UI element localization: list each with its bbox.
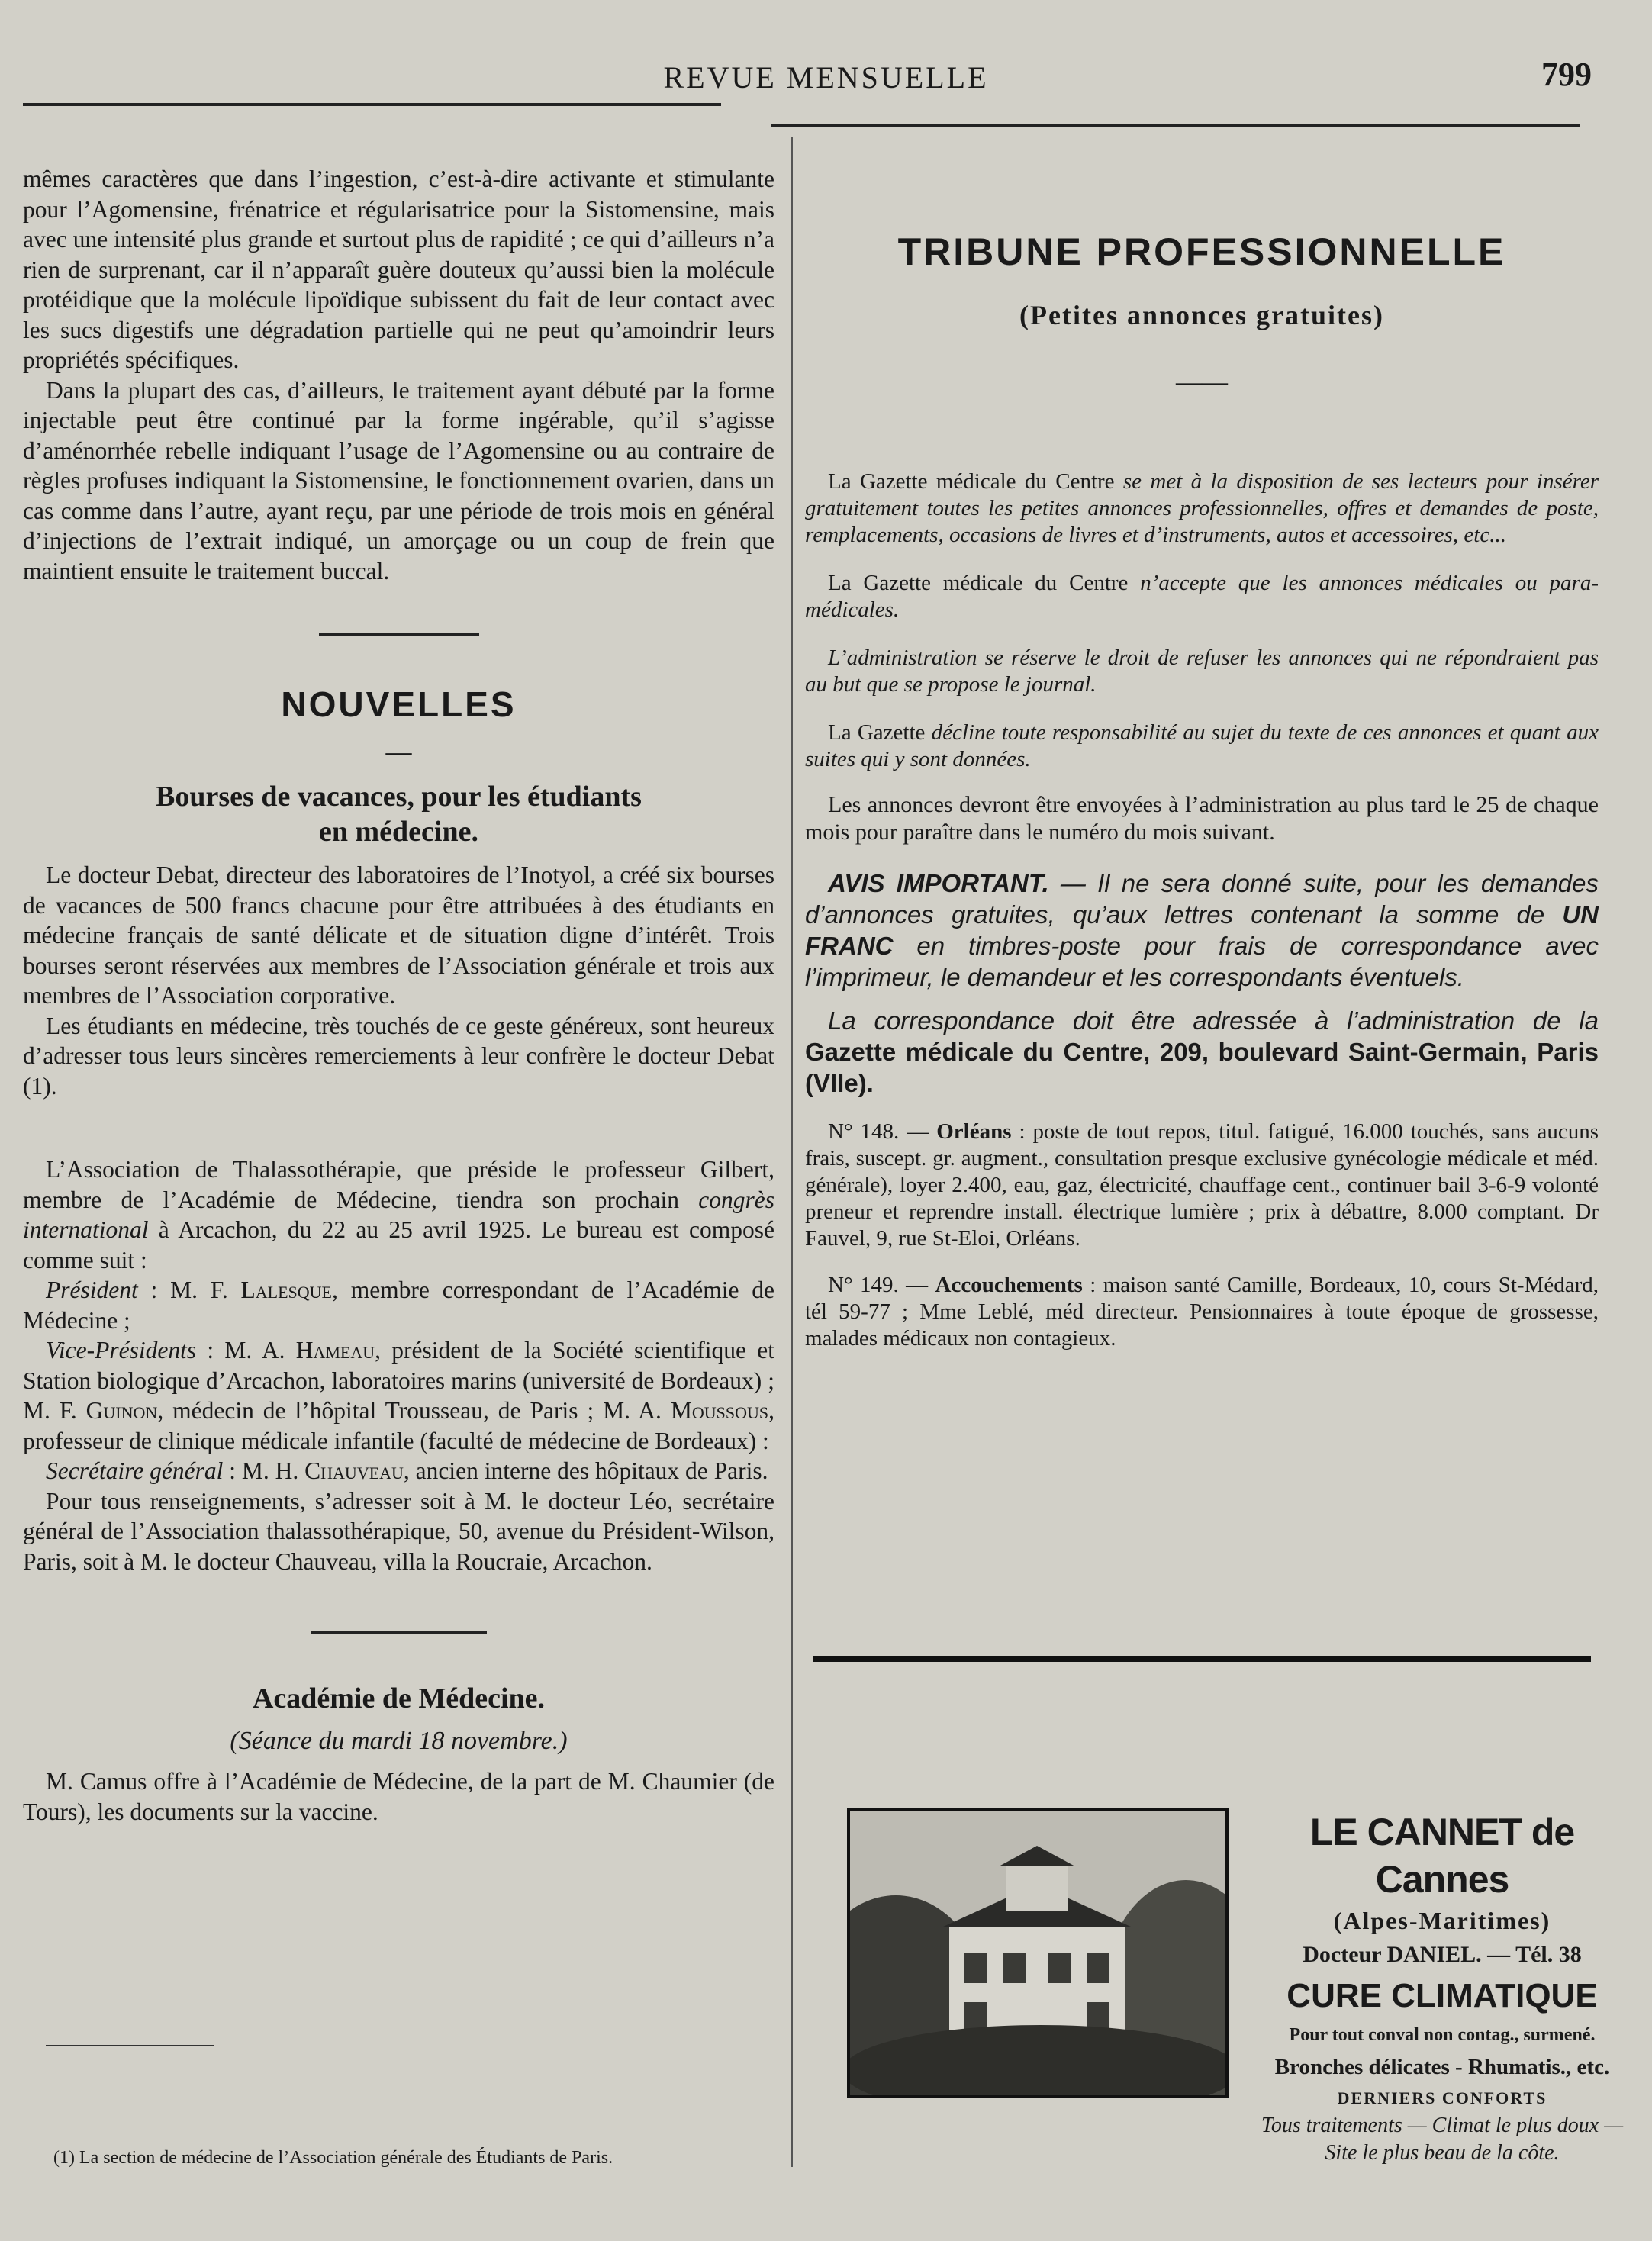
tribune-p1-text: se met à la disposition de ses lecteurs pour insérer gratuitement toutes les petites annonces professionnelles, offres et demandes de poste, remplacements, occasions de livres et d’instruments, autos et accessoires, etc... bbox=[805, 469, 1599, 547]
corresp-text-b: Gazette médicale du Centre, 209, boulevard Saint-Germain, Paris (VIIe). bbox=[805, 1038, 1599, 1097]
tribune-dash: —— bbox=[1176, 368, 1228, 396]
tribune-paragraph-1 bbox=[805, 468, 1599, 549]
annonce-148-text: : poste de tout repos, titul. fatigué, 16.000 touchés, sans aucuns frais, suscept. gr. augment., consultation presque exclusive gynécologie médicale et méd. générale), loyer 2.400, eau, gaz, électricité, chauffage cent., continuer bail 3-6-9 volonté preneur et reprendre install. électrique lumière ; prix à débattre, 8.000 comptant. Dr Fauvel, 9, rue St-Eloi, Orléans. bbox=[805, 1119, 1599, 1251]
villa-photo bbox=[847, 1808, 1229, 2098]
gazette-name-4: La Gazette bbox=[828, 720, 926, 745]
nouvelles-title: NOUVELLES bbox=[281, 684, 517, 724]
bourses-heading-1: Bourses de vacances, pour les étudiants bbox=[156, 781, 642, 813]
secretary-label: Secrétaire général bbox=[46, 1457, 224, 1484]
tribune-p4-text: décline toute responsabilité au sujet du texte de ces annonces et quant aux suites qui y sont données. bbox=[805, 720, 1599, 771]
section-rule bbox=[319, 633, 479, 636]
tribune-paragraph-3: L’administration se réserve le droit de refuser les annonces qui ne répondraient pas au but que se propose le journal. bbox=[805, 646, 1599, 697]
right-column bbox=[805, 229, 1599, 1352]
gazette-name-2: La Gazette médicale du Centre bbox=[828, 571, 1129, 595]
thalasso-paragraph-2: Pour tous renseignements, s’adresser soit à M. le docteur Léo, secrétaire général de l’Association thalassothérapique, 50, avenue du Président-Wilson, Paris, soit à M. le docteur Chauveau, villa la Roucraie, Arcachon. bbox=[23, 1487, 774, 1575]
avis-text-b: en timbres-poste pour frais de correspondance avec l’imprimeur, le demandeur et les correspondants éventuels. bbox=[805, 932, 1599, 991]
president-label: Président bbox=[46, 1277, 138, 1303]
tribune-p2-text: n’accepte que les annonces médicales ou para-médicales. bbox=[805, 571, 1599, 622]
column-divider bbox=[791, 137, 793, 2167]
ad-title-a: LE CANNET bbox=[1309, 1811, 1522, 1853]
annonce-148-number: N° 148. — bbox=[828, 1119, 937, 1144]
header-rule-left bbox=[23, 103, 721, 106]
annonce-148 bbox=[805, 1119, 1599, 1252]
tribune-paragraph-2 bbox=[805, 570, 1599, 623]
ad-text-block bbox=[1259, 1808, 1625, 2167]
avis-un-franc: UN FRANC bbox=[805, 900, 1599, 960]
vp-text-d: , professeur de clinique médicale infantile (faculté de médecine de Bordeaux) : bbox=[23, 1397, 774, 1454]
president-text-a: : M. F. bbox=[137, 1277, 241, 1303]
ad-region: (Alpes-Maritimes) bbox=[1333, 1907, 1551, 1934]
avis-text-a: — Il ne sera donné suite, pour les demandes d’annonces gratuites, qu’aux lettres contenant la somme de bbox=[805, 869, 1599, 929]
tribune-paragraph-4 bbox=[805, 720, 1599, 773]
ad-title-b: de Cannes bbox=[1375, 1811, 1575, 1901]
nouvelles-dash: — bbox=[385, 738, 412, 766]
ad-separator-rule bbox=[813, 1656, 1591, 1662]
secretary-text-a: : M. H. bbox=[223, 1457, 305, 1484]
correspondance-notice bbox=[805, 1005, 1599, 1099]
secretary-name: Chauveau bbox=[304, 1457, 404, 1484]
vp-text-c: , médecin de l’hôpital Trousseau, de Paris ; M. A. bbox=[157, 1397, 671, 1424]
annonce-149-text: : maison santé Camille, Bordeaux, 10, cours St-Médard, tél 59-77 ; Mme Leblé, méd directeur. Pensionnaires à toute époque de grossesse, malades médicaux non contagieux. bbox=[805, 1273, 1599, 1351]
ad-line-3: DERNIERS CONFORTS bbox=[1337, 2088, 1547, 2107]
vice-presidents-line bbox=[23, 1335, 774, 1456]
thalasso-text-a: L’Association de Thalassothérapie, que préside le professeur Gilbert, membre de l’Académie de Médecine, tiendra son prochain bbox=[23, 1156, 774, 1213]
thalasso-congress-italic: congrès international bbox=[23, 1186, 774, 1243]
annonce-149 bbox=[805, 1272, 1599, 1352]
president-text-b: , membre correspondant de l’Académie de Médecine ; bbox=[23, 1277, 774, 1334]
ad-line-1: Pour tout conval non contag., surmené. bbox=[1289, 2025, 1596, 2045]
seance-line: (Séance du mardi 18 novembre.) bbox=[230, 1727, 568, 1755]
gazette-name-1: La Gazette médicale du Centre bbox=[828, 469, 1115, 494]
ad-doctor: Docteur DANIEL. — Tél. 38 bbox=[1303, 1942, 1582, 1967]
bourses-paragraph-2: Les étudiants en médecine, très touchés de ce geste généreux, sont heureux d’adresser tous leurs sincères remerciements à leur confrère le docteur Debat (1). bbox=[23, 1012, 774, 1100]
president-name: Lalesque bbox=[240, 1277, 332, 1303]
bourses-paragraph-1: Le docteur Debat, directeur des laboratoires de l’Inotyol, a créé six bourses de vacances de 500 francs chacune pour être attribuées à des étudiants en médecine français de santé délicate et de situation digne d’intérêt. Trois bourses seront réservées aux membres de l’Association générale et trois aux membres de l’Association corporative. bbox=[23, 861, 774, 1009]
footnote: (1) La section de médecine de l’Association générale des Étudiants de Paris. bbox=[53, 2148, 613, 2168]
tribune-paragraph-5: Les annonces devront être envoyées à l’administration au plus tard le 25 de chaque mois pour paraître dans le numéro du mois suivant. bbox=[805, 792, 1599, 845]
vp-name-3: Moussous bbox=[670, 1397, 769, 1424]
thalasso-text-b: à Arcachon, du 22 au 25 avril 1925. Le bureau est composé comme suit : bbox=[23, 1216, 774, 1273]
secretary-text-b: , ancien interne des hôpitaux de Paris. bbox=[403, 1457, 768, 1484]
annonce-148-city: Orléans bbox=[936, 1119, 1012, 1144]
vp-label: Vice-Présidents bbox=[46, 1337, 197, 1364]
annonce-149-number: N° 149. — bbox=[828, 1273, 935, 1297]
vp-name-1: Hameau bbox=[295, 1337, 375, 1364]
header-rule-right bbox=[771, 124, 1580, 127]
president-line bbox=[23, 1275, 774, 1335]
advertisement-le-cannet bbox=[847, 1808, 1624, 2175]
left-column bbox=[23, 164, 774, 1827]
ad-cure: CURE CLIMATIQUE bbox=[1286, 1977, 1598, 2014]
thalasso-paragraph-1 bbox=[23, 1154, 774, 1275]
vp-text-b: , président de la Société scientifique et Station biologique d’Arcachon, laboratoires marins (université de Bordeaux) ; M. F. bbox=[23, 1337, 774, 1424]
ad-line-4: Tous traitements — Climat le plus doux — Site le plus beau de la côte. bbox=[1261, 2114, 1624, 2165]
ad-line-2: Bronches délicates - Rhumatis., etc. bbox=[1274, 2055, 1610, 2079]
secretary-line bbox=[23, 1456, 774, 1486]
tribune-title: TRIBUNE PROFESSIONNELLE bbox=[897, 230, 1506, 273]
bourses-heading-2: en médecine. bbox=[319, 816, 478, 848]
tribune-subtitle: (Petites annonces gratuites) bbox=[1019, 300, 1384, 330]
corresp-text-a: La correspondance doit être adressée à l’administration de la bbox=[828, 1006, 1599, 1035]
article-continuation-p2: Dans la plupart des cas, d’ailleurs, le traitement ayant débuté par la forme injectable peut être continué par la forme ingérable, qu’il s’agisse d’aménorrhée rebelle indiquant l’usage de l’Agomensine ou au contraire de règles profuses indiquant la Sistomensine, le fonctionnement ovarien, dans un cas comme dans l’autre, ayant reçu, par une période de trois mois en général d’injections de l’extrait indiqué, un amorçage ou un coup de frein que maintient ensuite le traitement buccal. bbox=[23, 376, 774, 584]
running-title: REVUE MENSUELLE bbox=[663, 60, 989, 95]
annonce-149-heading: Accouchements bbox=[935, 1273, 1083, 1297]
article-continuation-p1: mêmes caractères que dans l’ingestion, c’est-à-dire activante et stimulante pour l’Agomensine, frénatrice et régularisatrice pour la Sistomensine, mais avec une intensité plus grande et surtout plus de rapidité ; ce qui d’ailleurs n’a rien de surprenant, car il n’apparaît guère douteux qu’aussi bien la molécule protéidique que la molécule lipoïdique subissent du fait de leur contact avec les sucs digestifs une dégradation partielle qui ne peut qu’amoindrir leurs propriétés spécifiques. bbox=[23, 166, 774, 373]
vp-name-2: Guinon bbox=[85, 1397, 158, 1424]
avis-lead: AVIS IMPORTANT. bbox=[828, 869, 1049, 897]
section-rule-2 bbox=[311, 1631, 487, 1634]
avis-important bbox=[805, 868, 1599, 993]
footnote-rule bbox=[46, 2045, 214, 2046]
academie-paragraph: M. Camus offre à l’Académie de Médecine, de la part de M. Chaumier (de Tours), les documents sur la vaccine. bbox=[23, 1768, 774, 1825]
page-number: 799 bbox=[1541, 56, 1592, 93]
academie-heading: Académie de Médecine. bbox=[252, 1682, 546, 1715]
ad-title bbox=[1259, 1808, 1625, 1903]
vp-text-a: : M. A. bbox=[196, 1337, 296, 1364]
villa-illustration bbox=[850, 1811, 1225, 2095]
